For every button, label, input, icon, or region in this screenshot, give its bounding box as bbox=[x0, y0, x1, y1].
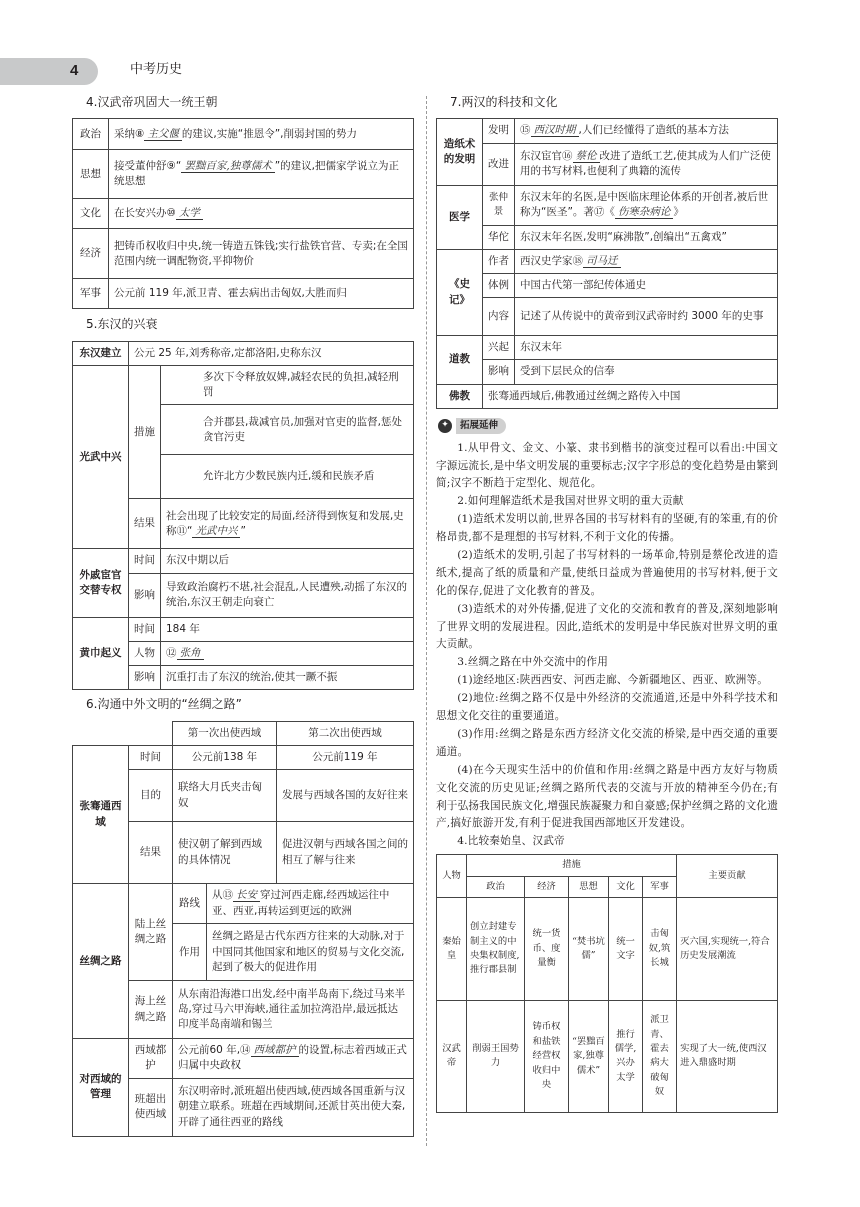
cell: 中国古代第一部纪传体通史 bbox=[515, 274, 778, 298]
cell: 公元前138 年 bbox=[173, 745, 277, 769]
cell: 东汉宦官⑯ 蔡伦 改进了造纸工艺,使其成为人们广泛使用的书写材料,也便利了典籍的流传 bbox=[515, 143, 778, 185]
row-content: 采纳⑧ 主父偃 的建议,实施“推恩令”,削弱封国的势力 bbox=[109, 119, 414, 150]
row-label: 外戚宦官交替专权 bbox=[73, 549, 129, 617]
cell: 张骞通西域后,佛教通过丝绸之路传入中国 bbox=[483, 384, 778, 408]
section-6-title: 6.沟通中外文明的“丝绸之路” bbox=[86, 697, 242, 712]
cell: “焚书坑儒” bbox=[569, 897, 609, 1000]
row-label: 张骞通西域 bbox=[73, 745, 129, 883]
sub-label: 西域都护 bbox=[129, 1039, 173, 1078]
paragraph: (1)造纸术发明以前,世界各国的书写材料有的坚硬,有的笨重,有的价格昂贵,都不是理想的书写材料,不利于文化的传播。 bbox=[436, 513, 778, 544]
cell: 实现了大一统,使西汉进入鼎盛时期 bbox=[677, 1000, 778, 1112]
cell: 公元前60 年,⑭ 西域都护 的设置,标志着西域正式归属中央政权 bbox=[173, 1039, 414, 1078]
sub-label: 影响 bbox=[483, 360, 515, 384]
silkroad-table bbox=[72, 721, 414, 1137]
table-row bbox=[437, 897, 778, 1000]
col-header: 政治 bbox=[467, 876, 525, 897]
col-header: 人物 bbox=[437, 855, 467, 898]
table-row bbox=[73, 745, 414, 769]
row-content: 东汉中期以后 bbox=[161, 549, 414, 573]
row-label: 佛教 bbox=[437, 384, 483, 408]
row-content: ⑫ 张角 bbox=[161, 641, 414, 665]
row-content: 接受董仲舒⑨“ 罢黜百家,独尊儒术 ”的建议,把儒家学说立为正统思想 bbox=[109, 150, 414, 199]
row-label: 造纸术的发明 bbox=[437, 119, 483, 185]
table-row bbox=[437, 360, 778, 384]
cell: 统一文字 bbox=[609, 897, 643, 1000]
cell: 铸币权和盐铁经营权收归中央 bbox=[525, 1000, 569, 1112]
paragraph: (1)途经地区:陕西西安、河西走廊、今新疆地区、西亚、欧洲等。 bbox=[457, 674, 768, 687]
table-row bbox=[437, 1000, 778, 1112]
paragraph: 2.如何理解造纸术是我国对世界文明的重大贡献 bbox=[457, 495, 684, 508]
right-column bbox=[436, 94, 778, 1113]
row-label: 文化 bbox=[73, 199, 109, 229]
paragraph: 1.从甲骨文、金文、小篆、隶书到楷书的演变过程可以看出:中国文字源远流长,是中华文明发展的重要标志;汉字字形总的变化趋势是由繁到简;汉字不断趋于定型化、规范化。 bbox=[436, 441, 778, 490]
cell: 创立封建专制主义的中央集权制度,推行郡县制 bbox=[467, 897, 525, 1000]
cell: 发展与西域各国的友好往来 bbox=[277, 770, 414, 822]
paragraph: (3)作用:丝绸之路是东西方经济文化交流的桥梁,是中西交通的重要通道。 bbox=[436, 727, 778, 758]
answer-fill: 西汉时期 bbox=[531, 124, 579, 137]
section-5-title: 5.东汉的兴衰 bbox=[86, 317, 158, 332]
cell: 从东南沿海港口出发,经中南半岛南下,绕过马来半岛,穿过马六甲海峡,通往孟加拉湾沿岸,最远抵达印度半岛南端和锡兰 bbox=[173, 981, 414, 1039]
cell: 东汉末年的名医,是中医临床理论体系的开创者,被后世称为“医圣”。著⑰《 伤寒杂病论 》 bbox=[515, 185, 778, 225]
cell: 受到下层民众的信奉 bbox=[515, 360, 778, 384]
cell: “罢黜百家,独尊儒术” bbox=[569, 1000, 609, 1112]
sub-label: 班超出使西域 bbox=[129, 1078, 173, 1136]
row-content: 把铸币权收归中央,统一铸造五铢钱;实行盐铁官营、专卖;在全国范围内统一调配物资,平抑物价 bbox=[109, 229, 414, 279]
row-label: 道教 bbox=[437, 336, 483, 384]
row-label: 丝绸之路 bbox=[73, 884, 129, 1039]
table-row bbox=[73, 119, 414, 150]
answer-fill: 蔡伦 bbox=[573, 150, 600, 163]
cell: 丝绸之路是古代东西方往来的大动脉,对于中国同其他国家和地区的贸易与文化交流,起到了极大的促进作用 bbox=[207, 924, 414, 981]
col-header: 文化 bbox=[609, 876, 643, 897]
table-row bbox=[437, 143, 778, 185]
table-row bbox=[73, 884, 414, 924]
sub-label: 发明 bbox=[483, 119, 515, 143]
extension-body bbox=[436, 440, 778, 851]
left-column bbox=[72, 94, 414, 1137]
sub-label: 结果 bbox=[129, 822, 173, 884]
paragraph: (4)在今天现实生活中的价值和作用:丝绸之路是中西方友好与物质文化交流的历史见证;丝绸之路所代表的交流与开放的精神至今仍在;有利于弘扬我国民族文化,增强民族凝聚力和自豪感;保护丝绸之路的文化遗产,搞好旅游开发,有利于促进我国西部地区开发建设。 bbox=[436, 763, 778, 830]
sub-label: 影响 bbox=[129, 666, 161, 690]
sub-label: 张仲景 bbox=[483, 185, 515, 225]
page-number-tab bbox=[0, 58, 98, 85]
row-label: 军事 bbox=[73, 279, 109, 309]
table-row bbox=[73, 279, 414, 309]
sub-label: 结果 bbox=[129, 499, 161, 549]
answer-fill: 主父偃 bbox=[144, 128, 182, 141]
cell: 派卫青、霍去病大破匈奴 bbox=[643, 1000, 677, 1112]
col-header: 经济 bbox=[525, 876, 569, 897]
answer-fill: 长安 bbox=[233, 889, 260, 902]
sub-label: 作用 bbox=[173, 924, 207, 981]
cell: 推行儒学,兴办太学 bbox=[609, 1000, 643, 1112]
column-divider bbox=[426, 96, 427, 1146]
sub-label: 路线 bbox=[173, 884, 207, 924]
extension-header bbox=[438, 418, 778, 434]
wudi-table bbox=[72, 118, 414, 309]
cell: 秦始皇 bbox=[437, 897, 467, 1000]
cell: 记述了从传说中的黄帝到汉武帝时约 3000 年的史事 bbox=[515, 298, 778, 336]
col-header: 主要贡献 bbox=[677, 855, 778, 898]
row-content: 公元前 119 年,派卫青、霍去病出击匈奴,大胜而归 bbox=[109, 279, 414, 309]
table-row bbox=[437, 119, 778, 143]
row-content: 沉重打击了东汉的统治,使其一蹶不振 bbox=[161, 666, 414, 690]
table-row bbox=[73, 229, 414, 279]
table-row bbox=[437, 249, 778, 273]
row-label: 《史记》 bbox=[437, 249, 483, 335]
cell: 东汉末年名医,发明“麻沸散”,创编出“五禽戏” bbox=[515, 225, 778, 249]
sub-label: 时间 bbox=[129, 745, 173, 769]
sub-label: 时间 bbox=[129, 617, 161, 641]
cell: 东汉末年 bbox=[515, 336, 778, 360]
cell: 削弱王国势力 bbox=[467, 1000, 525, 1112]
sub-label: 内容 bbox=[483, 298, 515, 336]
table-row bbox=[437, 384, 778, 408]
table-row bbox=[73, 150, 414, 199]
row-label: 思想 bbox=[73, 150, 109, 199]
cell: 汉武帝 bbox=[437, 1000, 467, 1112]
row-content: 社会出现了比较安定的局面,经济得到恢复和发展,史称⑪“ 光武中兴 ” bbox=[161, 499, 414, 549]
sub-label: 海上丝绸之路 bbox=[129, 981, 173, 1039]
sub-label: 影响 bbox=[129, 573, 161, 617]
cell: 击匈奴,筑长城 bbox=[643, 897, 677, 1000]
row-content: 公元 25 年,刘秀称帝,定都洛阳,史称东汉 bbox=[129, 341, 414, 365]
col-header: 第一次出使西域 bbox=[173, 721, 277, 745]
cell: 灭六国,实现统一,符合历史发展潮流 bbox=[677, 897, 778, 1000]
answer-fill: 罢黜百家,独尊儒术 bbox=[181, 160, 274, 173]
paragraph: 3.丝绸之路在中外交流中的作用 bbox=[457, 656, 609, 669]
table-row bbox=[73, 199, 414, 229]
keji-table bbox=[436, 118, 778, 409]
answer-fill: 司马迁 bbox=[583, 255, 621, 268]
row-label: 光武中兴 bbox=[73, 366, 129, 549]
sub-label: 改进 bbox=[483, 143, 515, 185]
sub-label: 措施 bbox=[129, 366, 161, 499]
row-label: 东汉建立 bbox=[73, 341, 129, 365]
row-content: 184 年 bbox=[161, 617, 414, 641]
col-header: 军事 bbox=[643, 876, 677, 897]
table-row bbox=[73, 1039, 414, 1078]
answer-fill: 光武中兴 bbox=[192, 525, 240, 538]
answer-fill: 伤寒杂病论 bbox=[615, 206, 674, 219]
col-header: 第二次出使西域 bbox=[277, 721, 414, 745]
sparkle-icon: ✦ bbox=[438, 419, 452, 433]
sub-label: 作者 bbox=[483, 249, 515, 273]
table-row bbox=[437, 336, 778, 360]
paragraph: (3)造纸术的对外传播,促进了文化的交流和教育的普及,深刻地影响了世界文明的发展进程。因此,造纸术的发明是中华民族对世界文明的重大贡献。 bbox=[436, 602, 778, 651]
table-row bbox=[73, 366, 414, 405]
table-row bbox=[73, 617, 414, 641]
row-content: 多次下令释放奴婢,减轻农民的负担,减轻刑罚 bbox=[161, 366, 414, 405]
row-content: 导致政治腐朽不堪,社会混乱,人民遭殃,动摇了东汉的统治,东汉王朝走向衰亡 bbox=[161, 573, 414, 617]
sub-label: 体例 bbox=[483, 274, 515, 298]
cell: ⑮ 西汉时期 ,人们已经懂得了造纸的基本方法 bbox=[515, 119, 778, 143]
row-label: 医学 bbox=[437, 185, 483, 249]
sub-label: 目的 bbox=[129, 770, 173, 822]
cell: 使汉朝了解到西域的具体情况 bbox=[173, 822, 277, 884]
row-label: 黄巾起义 bbox=[73, 617, 129, 690]
paragraph: (2)造纸术的发明,引起了书写材料的一场革命,特别是蔡伦改进的造纸术,提高了纸的质量和产量,使纸日益成为普遍使用的书写材料,便于文化的保存,促进了文化教育的普及。 bbox=[436, 549, 778, 597]
row-content: 允许北方少数民族内迁,缓和民族矛盾 bbox=[161, 455, 414, 499]
paragraph: (2)地位:丝绸之路不仅是中外经济的交流通道,还是中外科学技术和思想文化交往的重要通道。 bbox=[436, 692, 778, 723]
page-number: 4 bbox=[70, 62, 79, 79]
answer-fill: 西域都护 bbox=[251, 1044, 299, 1057]
cell: 促进汉朝与西域各国之间的相互了解与往来 bbox=[277, 822, 414, 884]
table-row bbox=[73, 721, 414, 745]
sub-label: 人物 bbox=[129, 641, 161, 665]
book-title: 中考历史 bbox=[130, 62, 183, 77]
cell: 东汉明帝时,派班超出使西域,使西域各国重新与汉朝建立联系。班超在西域期间,还派甘英出使大秦,开辟了通往西亚的路线 bbox=[173, 1078, 414, 1136]
table-row bbox=[437, 225, 778, 249]
paragraph: 4.比较秦始皇、汉武帝 bbox=[457, 835, 565, 848]
row-label: 政治 bbox=[73, 119, 109, 150]
donghan-table bbox=[72, 341, 414, 691]
cell: 从⑬ 长安 穿过河西走廊,经西域运往中亚、西亚,再转运到更远的欧洲 bbox=[207, 884, 414, 924]
sub-label: 华佗 bbox=[483, 225, 515, 249]
sub-label: 陆上丝绸之路 bbox=[129, 884, 173, 981]
cell: 统一货币、度量衡 bbox=[525, 897, 569, 1000]
row-label: 经济 bbox=[73, 229, 109, 279]
sub-label: 时间 bbox=[129, 549, 161, 573]
cell: 西汉史学家⑱ 司马迁 bbox=[515, 249, 778, 273]
col-header: 思想 bbox=[569, 876, 609, 897]
col-header: 措施 bbox=[467, 855, 677, 876]
row-content: 合并郡县,裁减官员,加强对官吏的监督,惩处贪官污吏 bbox=[161, 405, 414, 455]
table-row bbox=[437, 298, 778, 336]
row-label: 对西域的管理 bbox=[73, 1039, 129, 1136]
sub-label: 兴起 bbox=[483, 336, 515, 360]
table-row bbox=[437, 274, 778, 298]
table-row bbox=[437, 185, 778, 225]
section-4-title: 4.汉武帝巩固大一统王朝 bbox=[86, 95, 218, 109]
extension-title: 拓展延伸 bbox=[456, 418, 506, 434]
table-row bbox=[437, 855, 778, 876]
answer-fill: 张角 bbox=[177, 647, 204, 660]
cell: 公元前119 年 bbox=[277, 745, 414, 769]
answer-fill: 太学 bbox=[176, 207, 203, 220]
table-row bbox=[73, 549, 414, 573]
row-content: 在长安兴办⑩ 太学 bbox=[109, 199, 414, 229]
section-7-title: 7.两汉的科技和文化 bbox=[450, 95, 558, 109]
cell: 联络大月氏夹击匈奴 bbox=[173, 770, 277, 822]
table-row bbox=[73, 341, 414, 365]
comparison-table bbox=[436, 854, 778, 1113]
